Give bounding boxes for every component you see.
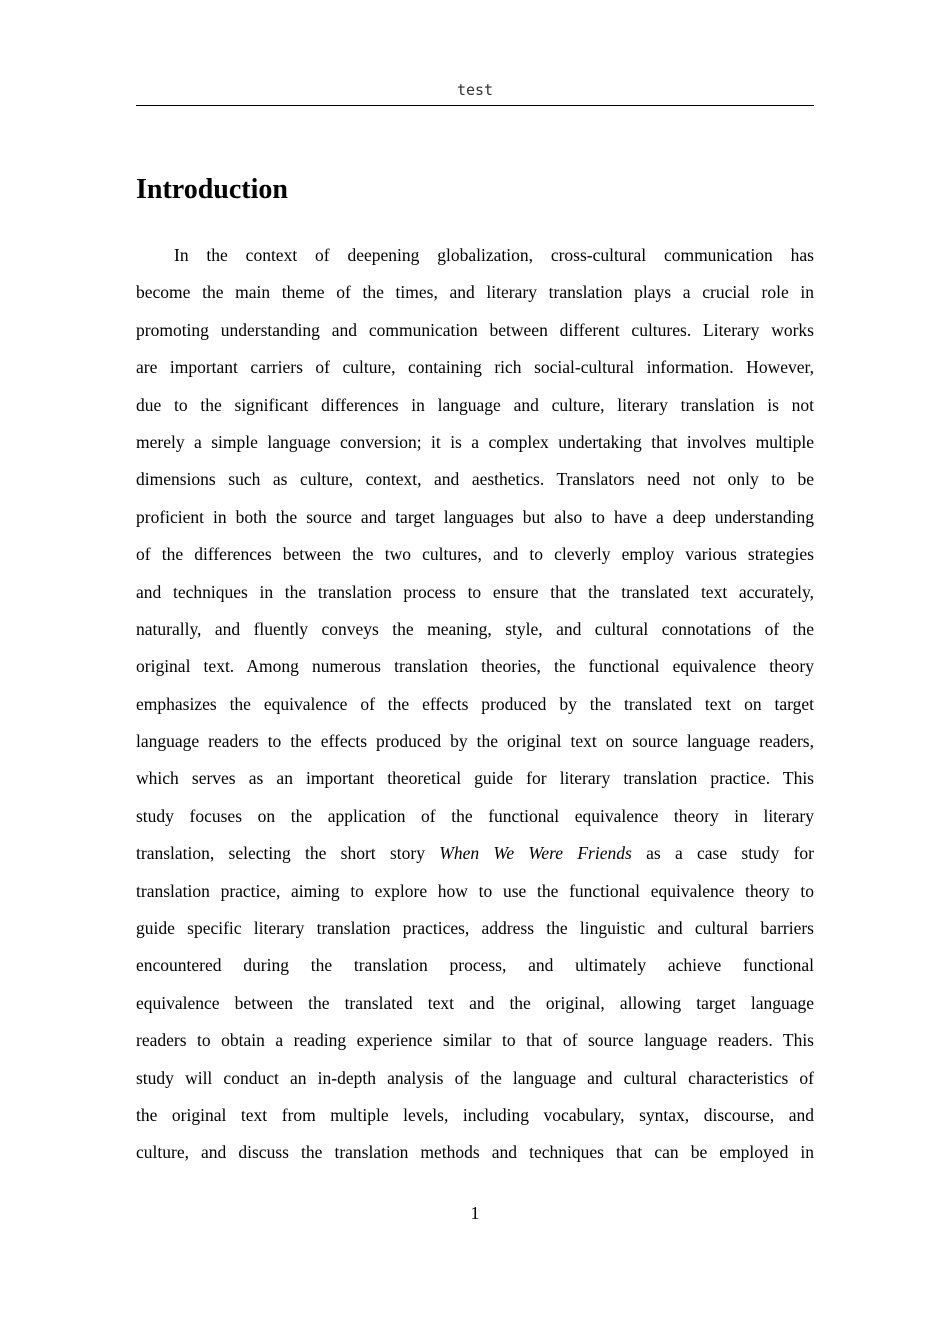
paragraph-line: study will conduct an in-depth analysis of the language and cultural characteristics of bbox=[136, 1067, 814, 1088]
paragraph-line: are important carriers of culture, containing rich social-cultural information. However, bbox=[136, 357, 814, 378]
paragraph-line: due to the significant differences in language and culture, literary translation is not bbox=[136, 394, 814, 415]
paragraph-line: guide specific literary translation practices, address the linguistic and cultural barriers bbox=[136, 918, 814, 939]
paragraph-line bbox=[136, 835, 814, 872]
section-title: Introduction bbox=[136, 174, 288, 205]
paragraph-line: emphasizes the equivalence of the effects produced by the translated text on target bbox=[136, 693, 814, 714]
line-text: translation, selecting the short story bbox=[136, 843, 440, 864]
paragraph-line: the original text from multiple levels, including vocabulary, syntax, discourse, and bbox=[136, 1104, 814, 1125]
line-text: as a case study for bbox=[631, 843, 814, 864]
paragraph-line: and techniques in the translation process to ensure that the translated text accurately, bbox=[136, 581, 814, 602]
paragraph-line: original text. Among numerous translation theories, the functional equivalence theory bbox=[136, 656, 814, 677]
paragraph-line: study focuses on the application of the functional equivalence theory in literary bbox=[136, 805, 814, 826]
body-paragraph bbox=[136, 237, 814, 1172]
paragraph-line: equivalence between the translated text and the original, allowing target language bbox=[136, 992, 814, 1013]
paragraph-line: readers to obtain a reading experience similar to that of source language readers. This bbox=[136, 1030, 814, 1051]
paragraph-line: proficient in both the source and target languages but also to have a deep understanding bbox=[136, 506, 814, 527]
paragraph-line: translation practice, aiming to explore how to use the functional equivalence theory to bbox=[136, 880, 814, 901]
paragraph-line: naturally, and fluently conveys the meaning, style, and cultural connotations of the bbox=[136, 618, 814, 639]
paragraph-line: of the differences between the two cultures, and to cleverly employ various strategies bbox=[136, 544, 814, 565]
running-header: test bbox=[456, 81, 494, 99]
paragraph-line: In the context of deepening globalization, cross-cultural communication has bbox=[174, 245, 814, 265]
paragraph-line: encountered during the translation process, and ultimately achieve functional bbox=[136, 955, 814, 976]
page-number: 1 bbox=[470, 1203, 480, 1223]
story-title: When We Were Friends bbox=[439, 843, 632, 864]
paragraph-line: dimensions such as culture, context, and aesthetics. Translators need not only to be bbox=[136, 469, 814, 490]
paragraph-line: promoting understanding and communication between different cultures. Literary works bbox=[136, 319, 814, 340]
header-rule bbox=[136, 105, 814, 106]
paragraph-line: language readers to the effects produced by the original text on source language readers, bbox=[136, 731, 814, 752]
paragraph-line: culture, and discuss the translation methods and techniques that can be employed in bbox=[136, 1142, 814, 1163]
paragraph-line: which serves as an important theoretical guide for literary translation practice. This bbox=[136, 768, 814, 789]
paragraph-line: become the main theme of the times, and literary translation plays a crucial role in bbox=[136, 282, 814, 303]
paragraph-line: merely a simple language conversion; it is a complex undertaking that involves multiple bbox=[136, 431, 814, 452]
